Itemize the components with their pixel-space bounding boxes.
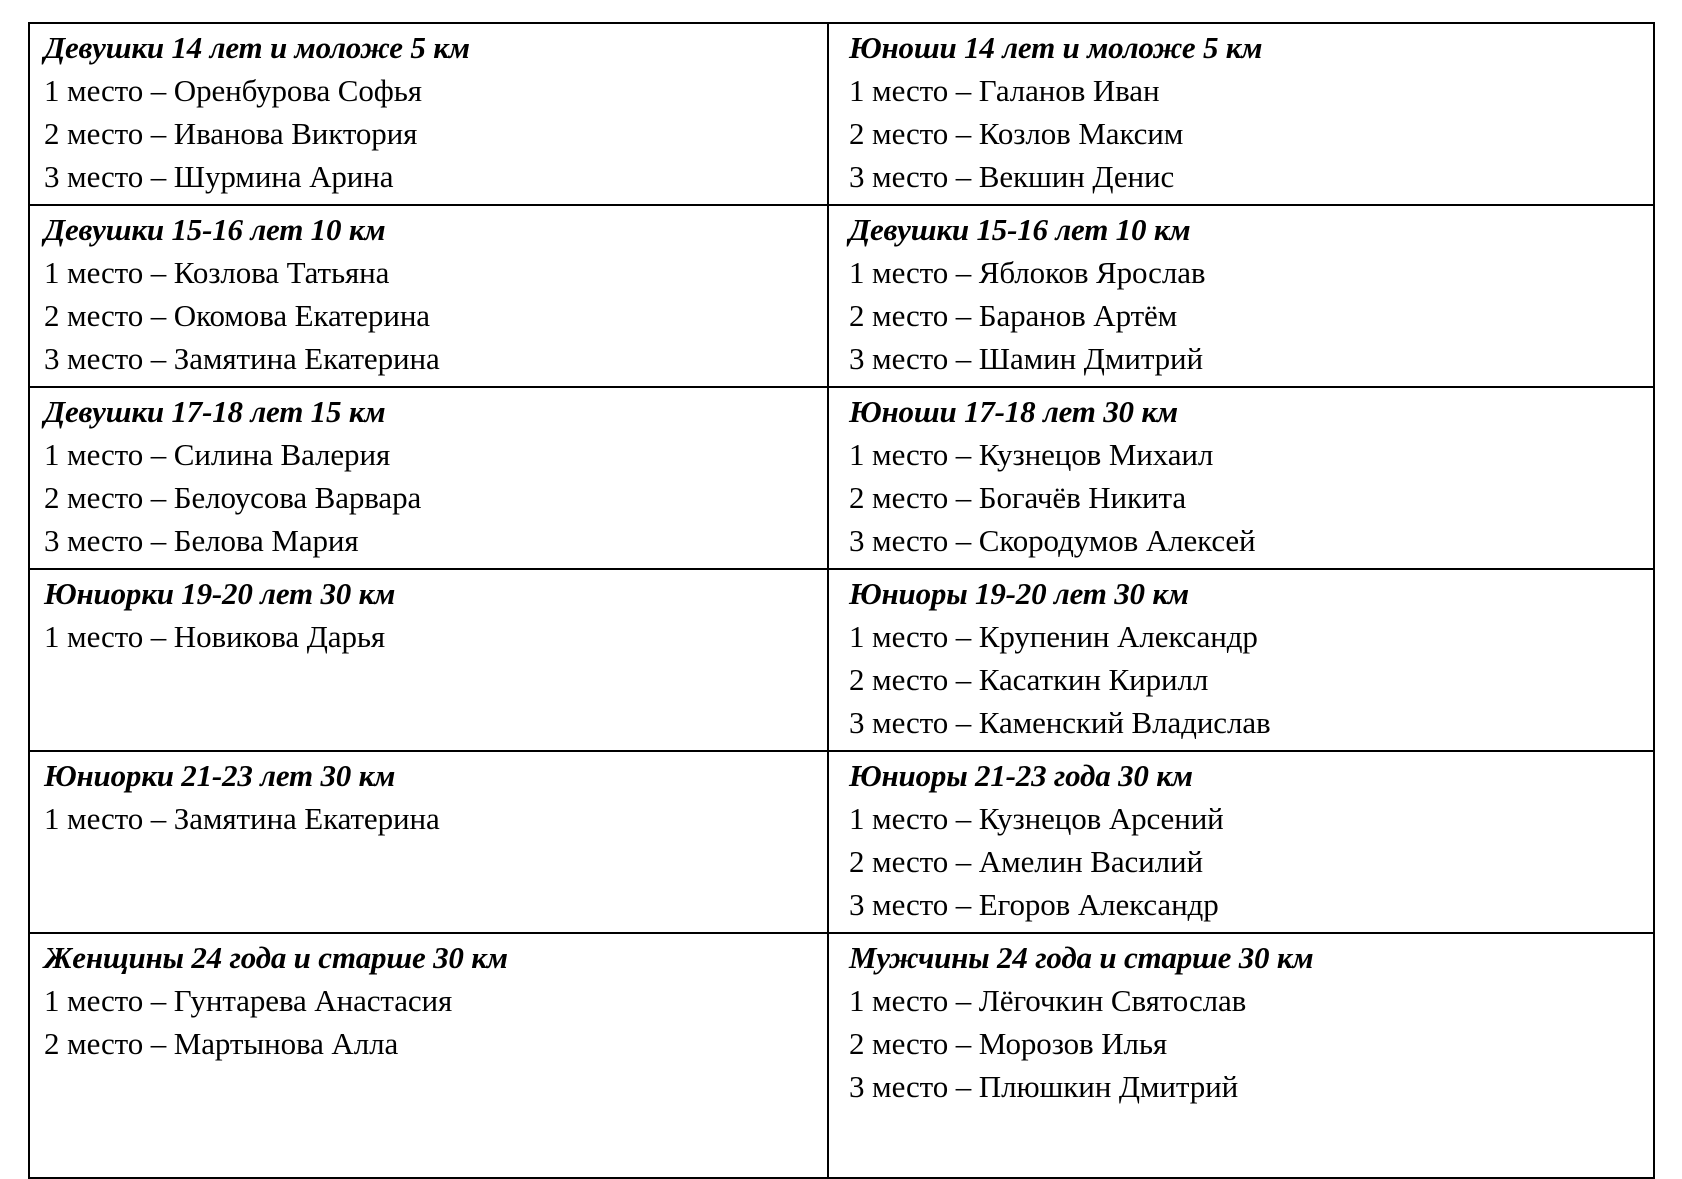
cell-content [30, 754, 827, 840]
category-title: Юноши 14 лет и моложе 5 км [849, 30, 1263, 65]
cell-content [829, 572, 1653, 744]
results-table [28, 22, 1655, 1179]
category-cell-right [828, 751, 1654, 933]
category-cell-right [828, 387, 1654, 569]
place-line: 2 место – Богачёв Никита [849, 480, 1186, 515]
results-table-body [29, 23, 1654, 1178]
cell-content [829, 754, 1653, 926]
place-line: 1 место – Новикова Дарья [44, 619, 386, 654]
place-line: 1 место – Кузнецов Арсений [849, 801, 1224, 836]
category-cell-left [29, 933, 828, 1178]
category-title: Мужчины 24 года и старше 30 км [849, 940, 1314, 975]
table-row [29, 751, 1654, 933]
place-line: 2 место – Морозов Илья [849, 1026, 1168, 1061]
category-title: Девушки 14 лет и моложе 5 км [44, 30, 470, 65]
place-line: 1 место – Силина Валерия [44, 437, 391, 472]
category-cell-left [29, 751, 828, 933]
place-line: 1 место – Замятина Екатерина [44, 801, 440, 836]
table-row [29, 205, 1654, 387]
place-line: 1 место – Гунтарева Анастасия [44, 983, 453, 1018]
cell-content [30, 208, 827, 380]
cell-content [829, 390, 1653, 562]
place-line: 2 место – Окомова Екатерина [44, 298, 430, 333]
place-line: 2 место – Амелин Василий [849, 844, 1203, 879]
place-line: 3 место – Замятина Екатерина [44, 341, 440, 376]
category-cell-right [828, 23, 1654, 205]
place-line: 1 место – Кузнецов Михаил [849, 437, 1214, 472]
place-line: 3 место – Каменский Владислав [849, 705, 1271, 740]
category-title: Девушки 15-16 лет 10 км [849, 212, 1191, 247]
cell-content [829, 936, 1653, 1108]
place-line: 2 место – Козлов Максим [849, 116, 1184, 151]
category-cell-left [29, 569, 828, 751]
table-row [29, 569, 1654, 751]
place-line: 2 место – Иванова Виктория [44, 116, 418, 151]
place-line: 2 место – Мартынова Алла [44, 1026, 399, 1061]
cell-content [829, 26, 1653, 198]
category-title: Юноши 17-18 лет 30 км [849, 394, 1178, 429]
category-cell-right [828, 933, 1654, 1178]
category-title: Девушки 17-18 лет 15 км [44, 394, 386, 429]
cell-content [30, 572, 827, 658]
category-cell-left [29, 205, 828, 387]
place-line: 1 место – Яблоков Ярослав [849, 255, 1206, 290]
place-line: 3 место – Белова Мария [44, 523, 359, 558]
category-title: Юниорки 21-23 лет 30 км [44, 758, 396, 793]
category-cell-right [828, 569, 1654, 751]
cell-content [30, 26, 827, 198]
table-row [29, 933, 1654, 1178]
table-row [29, 23, 1654, 205]
place-line: 1 место – Галанов Иван [849, 73, 1160, 108]
place-line: 3 место – Егоров Александр [849, 887, 1219, 922]
category-title: Женщины 24 года и старше 30 км [44, 940, 508, 975]
place-line: 1 место – Крупенин Александр [849, 619, 1258, 654]
category-cell-left [29, 23, 828, 205]
table-row [29, 387, 1654, 569]
place-line: 3 место – Плюшкин Дмитрий [849, 1069, 1239, 1104]
place-line: 1 место – Козлова Татьяна [44, 255, 390, 290]
place-line: 2 место – Белоусова Варвара [44, 480, 422, 515]
place-line: 3 место – Скородумов Алексей [849, 523, 1256, 558]
place-line: 3 место – Шамин Дмитрий [849, 341, 1204, 376]
category-title: Юниоры 19-20 лет 30 км [849, 576, 1189, 611]
category-cell-left [29, 387, 828, 569]
place-line: 2 место – Баранов Артём [849, 298, 1178, 333]
cell-content [30, 390, 827, 562]
cell-content [30, 936, 827, 1065]
category-title: Юниорки 19-20 лет 30 км [44, 576, 396, 611]
cell-content [829, 208, 1653, 380]
place-line: 2 место – Касаткин Кирилл [849, 662, 1209, 697]
place-line: 1 место – Лёгочкин Святослав [849, 983, 1247, 1018]
category-title: Девушки 15-16 лет 10 км [44, 212, 386, 247]
category-cell-right [828, 205, 1654, 387]
place-line: 1 место – Оренбурова Софья [44, 73, 422, 108]
category-title: Юниоры 21-23 года 30 км [849, 758, 1193, 793]
place-line: 3 место – Шурмина Арина [44, 159, 394, 194]
place-line: 3 место – Векшин Денис [849, 159, 1175, 194]
